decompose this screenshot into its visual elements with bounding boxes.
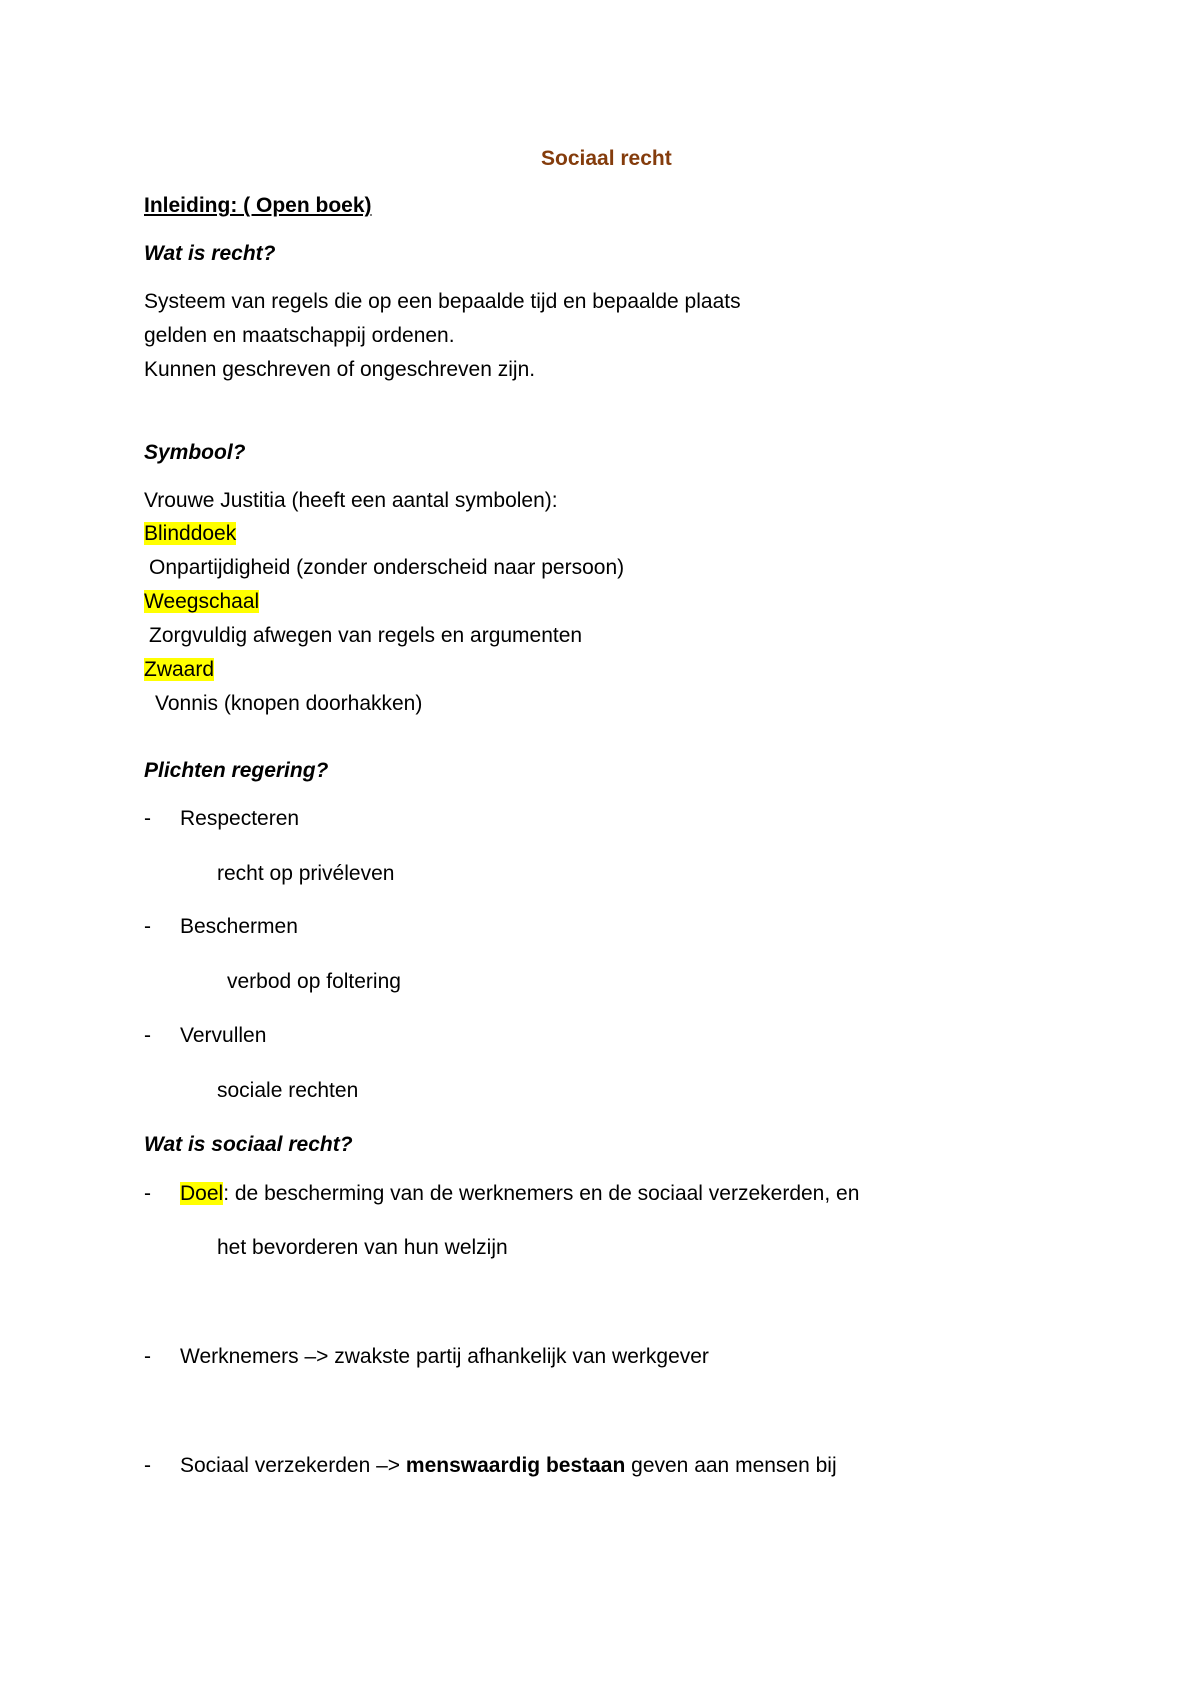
doel-continuation: het bevorderen van hun welzijn [217,1236,508,1259]
highlight-term: Blinddoek [144,522,237,545]
doel-text: : de bescherming van de werknemers en de sociaal verzekerden, en [223,1182,860,1205]
symbol-term-weegschaal [144,588,259,616]
plicht-example-beschermen: verbod op foltering [227,970,401,993]
bullet-dash: - [144,1454,151,1477]
plicht-label-vervullen: Vervullen [180,1024,267,1047]
plicht-example-vervullen: sociale rechten [217,1079,359,1102]
symbol-term-zwaard [144,656,214,684]
bullet-dash: - [144,807,151,830]
symbol-meaning-weegschaal: Zorgvuldig afwegen van regels en argumenten [149,624,583,647]
bullet-dash: - [144,1024,151,1047]
symbol-meaning-blinddoek: Onpartijdigheid (zonder onderscheid naar persoon) [149,556,625,579]
verzekerden-bold: menswaardig bestaan [405,1454,626,1477]
bullet-dash: - [144,1345,151,1368]
doel-line [180,1180,859,1208]
verzekerden-prefix: Sociaal verzekerden –> [180,1454,406,1477]
recht-line-3: Kunnen geschreven of ongeschreven zijn. [144,358,536,381]
question-wat-is-recht: Wat is recht? [144,242,276,265]
plicht-label-respecteren: Respecteren [180,807,300,830]
question-symbool: Symbool? [144,441,246,464]
symbol-meaning-zwaard: Vonnis (knopen doorhakken) [155,692,423,715]
verzekerden-line [180,1452,837,1480]
plicht-label-beschermen: Beschermen [180,915,298,938]
doel-label: Doel [180,1182,224,1205]
recht-line-2: gelden en maatschappij ordenen. [144,324,455,347]
document-title: Sociaal recht [541,147,672,170]
bullet-dash: - [144,915,151,938]
verzekerden-suffix: geven aan mensen bij [625,1454,837,1477]
intro-heading: Inleiding: ( Open boek) [144,194,372,217]
symbol-term-blinddoek [144,520,236,548]
recht-line-1: Systeem van regels die op een bepaalde tijd en bepaalde plaats [144,290,741,313]
question-plichten-regering: Plichten regering? [144,759,329,782]
werknemers-line: Werknemers –> zwakste partij afhankelijk van werkgever [180,1345,709,1368]
highlight-term: Zwaard [144,658,215,681]
plicht-example-respecteren: recht op privéleven [217,862,395,885]
question-wat-is-sociaal-recht: Wat is sociaal recht? [144,1133,353,1156]
bullet-dash: - [144,1182,151,1205]
symbool-intro: Vrouwe Justitia (heeft een aantal symbolen): [144,489,558,512]
highlight-term: Weegschaal [144,590,260,613]
